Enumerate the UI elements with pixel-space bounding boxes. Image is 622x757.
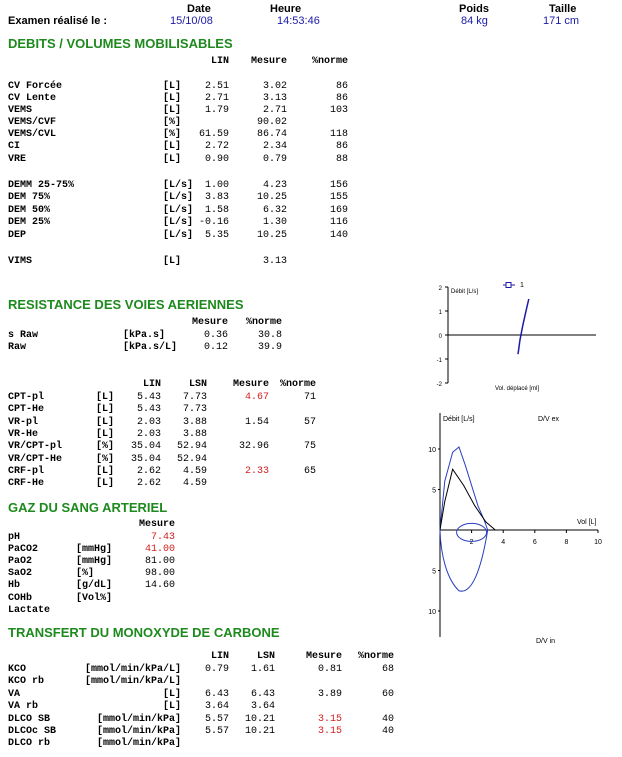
lin-value: 0.90 xyxy=(204,154,229,165)
norme-value: 40 xyxy=(381,713,394,725)
row-unit: [mmol/min/kPa] xyxy=(96,738,181,750)
row-unit: [kPa.s/L] xyxy=(123,342,178,353)
row-unit: [L/s] xyxy=(163,192,194,203)
mesure-value: 4.23 xyxy=(262,180,287,191)
lsn-value: 1.61 xyxy=(250,664,275,675)
row-label: VA xyxy=(8,688,21,700)
lin-value: 0.79 xyxy=(204,664,229,675)
norme-value: 39.9 xyxy=(257,342,282,353)
mesure-value: 10.25 xyxy=(256,192,287,203)
row-label: VRE xyxy=(8,154,27,165)
row-label: Raw xyxy=(8,342,27,353)
row-unit: [L/s] xyxy=(163,205,194,216)
row-label: VR-pl xyxy=(8,416,39,428)
col-header: %norme xyxy=(311,56,348,67)
lsn-value: 6.43 xyxy=(250,688,275,700)
norme-value: 88 xyxy=(335,154,348,165)
lin-value: 2.03 xyxy=(136,416,161,428)
col-header: LSN xyxy=(256,651,275,662)
row-unit: [L] xyxy=(96,478,115,490)
row-unit: [L] xyxy=(162,688,181,700)
lin-value: 61.59 xyxy=(198,129,229,140)
lin-value: 2.51 xyxy=(204,81,229,92)
x-tick-label: 10 xyxy=(594,539,602,546)
lsn-value: 52.94 xyxy=(176,441,207,453)
row-label: DEP xyxy=(8,230,27,241)
col-header: %norme xyxy=(245,317,282,328)
patient-height: 171 cm xyxy=(543,15,580,27)
y-axis-label: Débit [L/s] xyxy=(443,416,475,423)
lin-value: 2.71 xyxy=(204,93,229,104)
lin-value: 3.64 xyxy=(204,701,229,713)
row-label: Lactate xyxy=(8,604,51,616)
mesure-value: 0.79 xyxy=(262,154,287,165)
mesure-value: 10.25 xyxy=(256,230,287,241)
lsn-value: 3.88 xyxy=(182,428,207,440)
row-unit: [L] xyxy=(163,154,182,165)
row-label: VR-He xyxy=(8,428,39,440)
row-label: DLCO SB xyxy=(8,713,51,725)
annotation-ex: D/V ex xyxy=(538,416,560,423)
time-label: Heure xyxy=(270,3,302,15)
row-label: CRF-pl xyxy=(8,465,45,477)
row-label: CV Forcée xyxy=(8,81,63,92)
row-unit: [L] xyxy=(96,404,115,416)
col-header: Mesure xyxy=(191,317,228,328)
lin-value: 5.35 xyxy=(204,230,229,241)
annotation-in: D/V in xyxy=(536,638,556,645)
norme-value: 86 xyxy=(335,93,348,104)
row-unit: [L] xyxy=(163,81,182,92)
lin-value: 5.57 xyxy=(204,726,229,737)
lin-value: 6.43 xyxy=(204,688,229,700)
mesure-value: 4.67 xyxy=(244,392,269,403)
row-label: PaO2 xyxy=(8,556,33,568)
x-tick-label: 2 xyxy=(469,539,474,546)
lin-value: 2.72 xyxy=(204,141,229,152)
exam-time: 14:53:46 xyxy=(277,15,320,27)
resistance-loop-chart xyxy=(425,277,605,397)
col-header: Mesure xyxy=(232,379,269,390)
norme-value: 86 xyxy=(335,81,348,92)
norme-value: 40 xyxy=(381,726,394,737)
row-label: CI xyxy=(8,141,21,152)
norme-value: 118 xyxy=(329,129,348,140)
weight-label: Poids xyxy=(459,3,489,15)
lin-value: 35.04 xyxy=(130,453,161,465)
col-header: LIN xyxy=(210,651,229,662)
col-header: LIN xyxy=(142,379,161,390)
lin-value: 5.43 xyxy=(136,404,161,416)
mesure-value: 3.13 xyxy=(262,256,287,267)
row-label: DEM 75% xyxy=(8,192,51,203)
row-unit: [L/s] xyxy=(163,180,194,191)
mesure-value: 6.32 xyxy=(262,205,287,216)
row-label: VR/CPT-He xyxy=(8,453,63,465)
norme-value: 155 xyxy=(329,192,348,203)
legend-label: 1 xyxy=(520,282,524,289)
row-label: VEMS xyxy=(8,105,33,116)
lin-value: 2.03 xyxy=(136,428,161,440)
mesure-value: 1.54 xyxy=(244,416,269,428)
row-label: s Raw xyxy=(8,330,39,341)
gaz-title: GAZ DU SANG ARTERIEL xyxy=(8,500,168,515)
row-label: KCO rb xyxy=(8,676,45,688)
col-header: Mesure xyxy=(305,651,342,662)
lsn-value: 3.88 xyxy=(182,416,207,428)
lsn-value: 7.73 xyxy=(182,392,207,403)
row-unit: [mmHg] xyxy=(76,544,113,556)
row-unit: [mmol/min/kPa/L] xyxy=(84,664,181,675)
row-unit: [%] xyxy=(163,117,182,128)
lin-value: 2.62 xyxy=(136,465,161,477)
col-header: %norme xyxy=(279,379,316,390)
row-unit: [L] xyxy=(163,256,182,267)
row-label: Hb xyxy=(8,580,21,592)
x-axis-label: Vol. déplacé [ml] xyxy=(495,386,540,392)
row-unit: [%] xyxy=(163,129,182,140)
row-label: DEMM 25-75% xyxy=(8,180,75,191)
mesure-value: 14.60 xyxy=(144,580,175,592)
height-label: Taille xyxy=(549,3,577,15)
row-unit: [L/s] xyxy=(163,217,194,228)
lin-value: 5.43 xyxy=(136,392,161,403)
row-unit: [L] xyxy=(96,428,115,440)
norme-value: 156 xyxy=(329,180,348,191)
mesure-value: 3.13 xyxy=(262,93,287,104)
lin-value: 1.58 xyxy=(204,205,229,216)
mesure-value: 41.00 xyxy=(144,544,175,556)
norme-value: 30.8 xyxy=(257,330,282,341)
row-label: VIMS xyxy=(8,256,33,267)
col-header: LIN xyxy=(210,56,229,67)
y-tick-label: 5 xyxy=(432,487,436,495)
row-label: DEM 25% xyxy=(8,217,51,228)
row-unit: [L] xyxy=(163,141,182,152)
col-header: %norme xyxy=(357,651,394,662)
lsn-value: 4.59 xyxy=(182,478,207,490)
row-unit: [L] xyxy=(96,416,115,428)
col-header: Mesure xyxy=(250,56,287,67)
col-header: Mesure xyxy=(138,519,175,530)
mesure-value: 3.89 xyxy=(317,688,342,700)
row-label: KCO xyxy=(8,664,27,675)
mesure-value: 90.02 xyxy=(256,117,287,128)
lsn-value: 4.59 xyxy=(182,465,207,477)
flow-volume-chart xyxy=(420,405,620,650)
row-unit: [L/s] xyxy=(163,230,194,241)
norme-value: 65 xyxy=(303,465,316,477)
row-label: PaCO2 xyxy=(8,544,39,556)
row-unit: [%] xyxy=(96,453,115,465)
lin-value: 3.83 xyxy=(204,192,229,203)
mesure-value: 98.00 xyxy=(144,568,175,580)
legend-marker xyxy=(506,283,511,288)
debits-title: DEBITS / VOLUMES MOBILISABLES xyxy=(8,36,233,51)
row-unit: [mmol/min/kPa/L] xyxy=(84,676,181,688)
norme-value: 57 xyxy=(303,416,316,428)
y-tick-label: 1 xyxy=(438,310,442,316)
y-tick-label: 5 xyxy=(432,568,436,576)
norme-value: 75 xyxy=(303,441,316,453)
row-label: CPT-pl xyxy=(8,392,45,403)
row-label: DEM 50% xyxy=(8,205,51,216)
loop-line xyxy=(518,299,529,354)
norme-value: 86 xyxy=(335,141,348,152)
y-tick-label: 2 xyxy=(438,286,442,292)
row-unit: [mmol/min/kPa] xyxy=(96,713,181,725)
row-label: VEMS/CVL xyxy=(8,129,57,140)
mesure-value: 0.12 xyxy=(203,342,228,353)
row-label: VEMS/CVF xyxy=(8,117,57,128)
norme-value: 71 xyxy=(303,392,316,403)
mesure-value: 32.96 xyxy=(238,441,269,453)
row-label: SaO2 xyxy=(8,568,33,580)
date-label: Date xyxy=(187,3,211,15)
row-unit: [kPa.s] xyxy=(123,330,166,341)
exam-label: Examen réalisé le : xyxy=(8,15,108,27)
lin-value: 2.62 xyxy=(136,478,161,490)
exam-date: 15/10/08 xyxy=(170,15,213,27)
y-tick-label: -1 xyxy=(436,358,442,364)
row-label: VA rb xyxy=(8,701,39,713)
row-unit: [L] xyxy=(163,105,182,116)
lsn-value: 7.73 xyxy=(182,404,207,416)
row-unit: [mmol/min/kPa] xyxy=(96,726,181,737)
mesure-value: 2.34 xyxy=(262,141,287,152)
row-label: CRF-He xyxy=(8,478,45,490)
row-unit: [g/dL] xyxy=(76,580,113,592)
measured-expiratory-curve xyxy=(440,447,488,530)
mesure-value: 7.43 xyxy=(150,532,175,543)
norme-value: 68 xyxy=(381,664,394,675)
mesure-value: 1.30 xyxy=(262,217,287,228)
transfert-title: TRANSFERT DU MONOXYDE DE CARBONE xyxy=(8,625,280,640)
mesure-value: 3.15 xyxy=(317,713,342,725)
row-label: COHb xyxy=(8,592,33,604)
mesure-value: 81.00 xyxy=(144,556,175,568)
row-label: DLCOc SB xyxy=(8,726,57,737)
patient-weight: 84 kg xyxy=(461,15,488,27)
x-axis-label: Vol [L] xyxy=(577,519,597,526)
mesure-value: 86.74 xyxy=(256,129,287,140)
norme-value: 140 xyxy=(329,230,348,241)
lsn-value: 10.21 xyxy=(244,713,275,725)
norme-value: 103 xyxy=(329,105,348,116)
resistance-title: RESISTANCE DES VOIES AERIENNES xyxy=(8,297,244,312)
row-label: CV Lente xyxy=(8,93,57,104)
row-unit: [L] xyxy=(163,93,182,104)
y-tick-label: 10 xyxy=(428,447,436,454)
y-axis-label: Débit [L/s] xyxy=(451,289,479,295)
row-unit: [Vol%] xyxy=(76,592,113,604)
row-unit: [%] xyxy=(96,441,115,453)
row-unit: [L] xyxy=(162,701,181,713)
lin-value: -0.16 xyxy=(198,217,229,228)
mesure-value: 3.02 xyxy=(262,81,287,92)
y-tick-label: 10 xyxy=(428,609,436,616)
col-header: LSN xyxy=(188,379,207,390)
norme-value: 116 xyxy=(329,217,348,228)
mesure-value: 2.33 xyxy=(244,465,269,477)
mesure-value: 2.71 xyxy=(262,105,287,116)
norme-value: 169 xyxy=(329,205,348,216)
mesure-value: 3.15 xyxy=(317,726,342,737)
y-tick-label: 0 xyxy=(438,334,442,340)
mesure-value: 0.81 xyxy=(317,664,342,675)
row-unit: [L] xyxy=(96,465,115,477)
lin-value: 35.04 xyxy=(130,441,161,453)
lsn-value: 10.21 xyxy=(244,726,275,737)
row-label: VR/CPT-pl xyxy=(8,441,63,453)
x-tick-label: 6 xyxy=(532,539,537,546)
lin-value: 1.79 xyxy=(204,105,229,116)
lin-value: 1.00 xyxy=(204,180,229,191)
y-tick-label: -2 xyxy=(436,382,442,388)
norme-value: 60 xyxy=(381,688,394,700)
mesure-value: 0.36 xyxy=(203,330,228,341)
row-label: DLCO rb xyxy=(8,738,51,750)
row-label: pH xyxy=(8,532,21,543)
row-label: CPT-He xyxy=(8,404,45,416)
row-unit: [%] xyxy=(76,568,95,580)
x-tick-label: 8 xyxy=(564,539,569,546)
lsn-value: 3.64 xyxy=(250,701,275,713)
row-unit: [mmHg] xyxy=(76,556,113,568)
lsn-value: 52.94 xyxy=(176,453,207,465)
x-tick-label: 4 xyxy=(501,539,506,546)
row-unit: [L] xyxy=(96,392,115,403)
predicted-curve xyxy=(440,469,495,530)
lin-value: 5.57 xyxy=(204,713,229,725)
